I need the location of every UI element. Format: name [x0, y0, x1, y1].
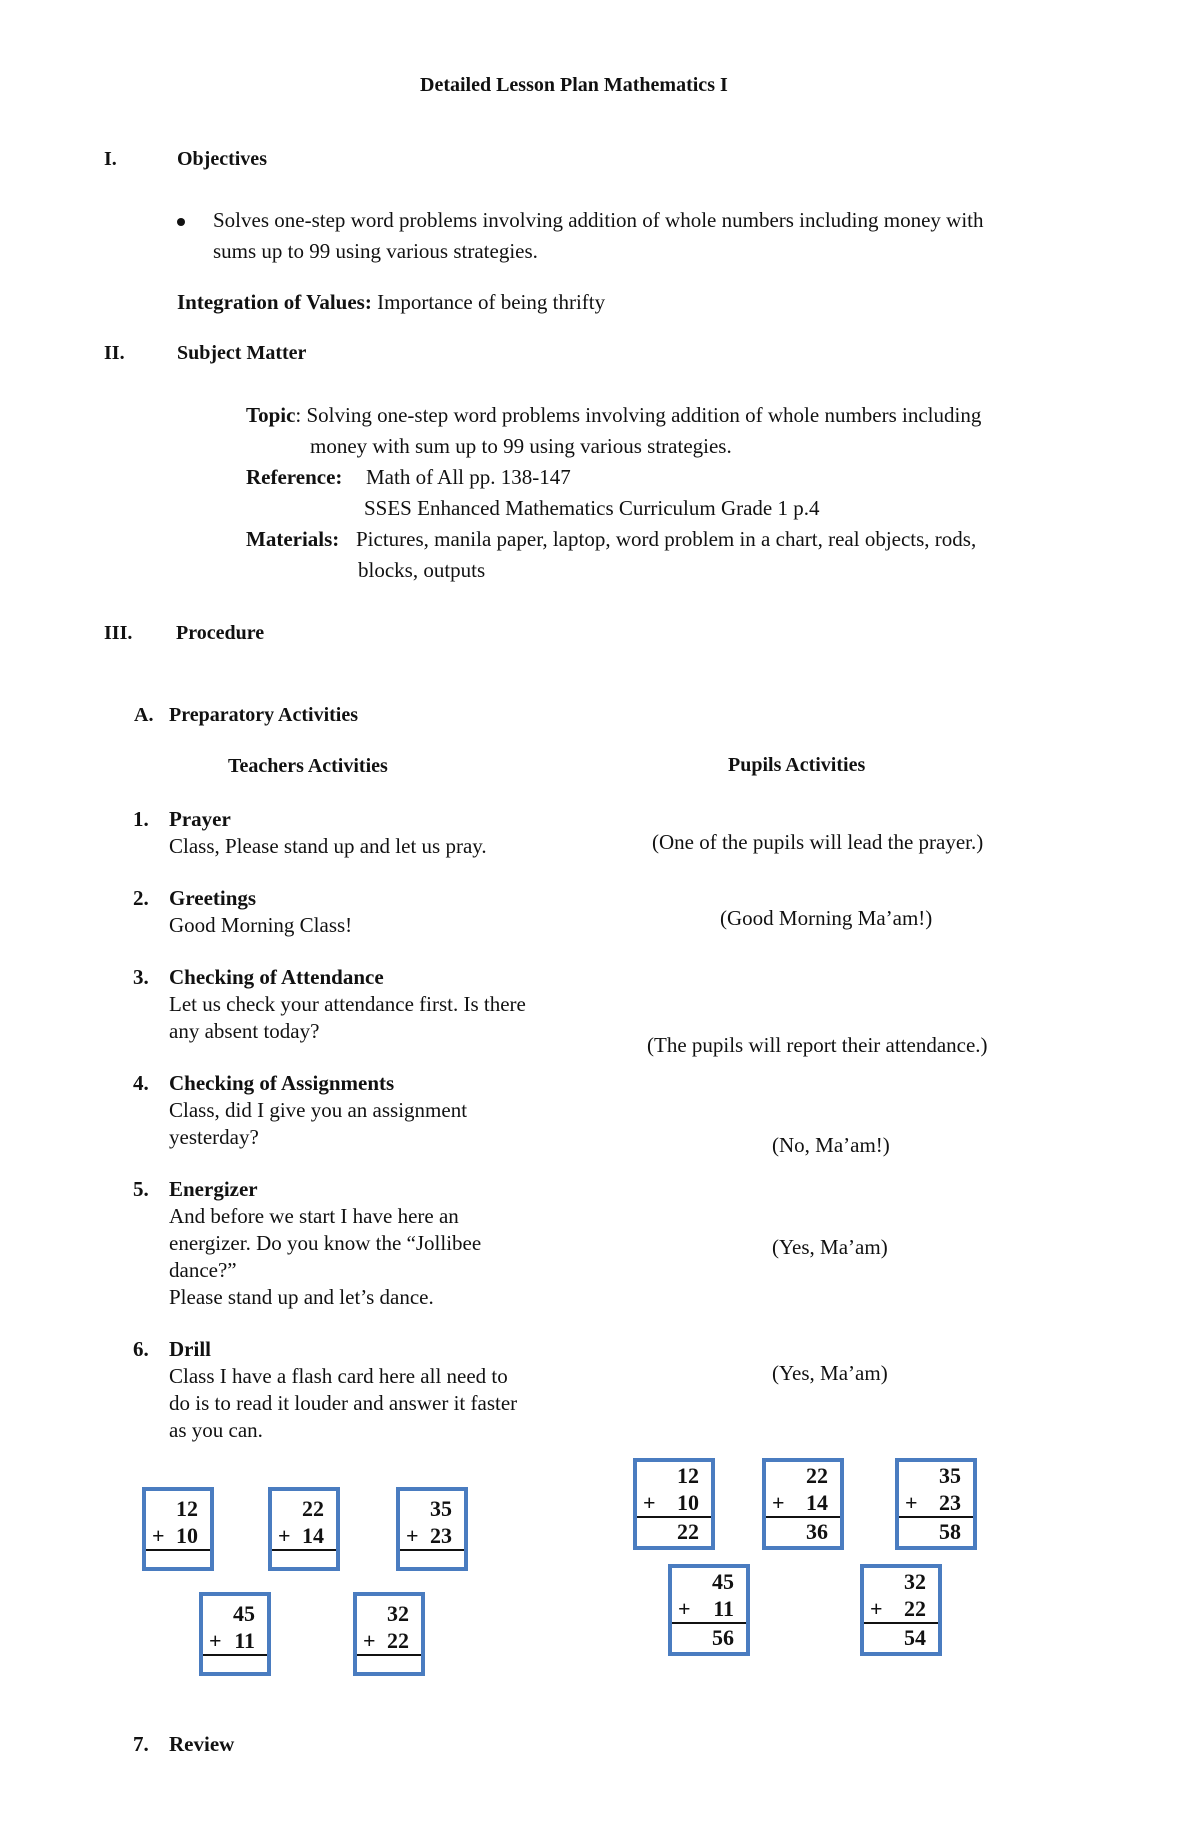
item-title: Greetings — [169, 886, 257, 910]
item-title: Drill — [169, 1337, 211, 1361]
plus-sign: + — [772, 1490, 785, 1515]
materials-text: blocks, outputs — [358, 558, 486, 582]
bullet-icon — [177, 218, 185, 226]
card-operation-row — [146, 1522, 210, 1551]
item-title: Energizer — [169, 1177, 258, 1201]
pupil-response: (Yes, Ma’am) — [772, 1361, 888, 1385]
card-top-number: 35 — [430, 1496, 452, 1521]
answer-flash-card — [633, 1458, 715, 1550]
card-bottom-number: 22 — [387, 1628, 409, 1653]
item-title: Checking of Assignments — [169, 1071, 395, 1095]
card-operation-row — [899, 1489, 973, 1518]
pupil-response: (Yes, Ma’am) — [772, 1235, 888, 1259]
section-heading: Objectives — [177, 148, 267, 170]
item-title: Review — [169, 1732, 235, 1756]
section-number: II. — [104, 342, 125, 364]
item-title: Checking of Attendance — [169, 965, 384, 989]
subsection-letter: A. — [134, 704, 154, 726]
flash-card — [396, 1487, 468, 1571]
card-operation-row — [766, 1489, 840, 1518]
reference-text: Math of All pp. 138-147 — [366, 465, 571, 489]
card-top-number: 12 — [176, 1496, 198, 1521]
plus-sign: + — [363, 1628, 376, 1653]
teacher-line: any absent today? — [169, 1019, 320, 1043]
teacher-line: Class, Please stand up and let us pray. — [169, 834, 487, 858]
flash-card — [353, 1592, 425, 1676]
card-bottom-number: 22 — [904, 1596, 926, 1621]
card-operation-row — [637, 1489, 711, 1518]
card-top-number: 32 — [904, 1569, 926, 1594]
card-answer: 56 — [712, 1625, 734, 1650]
integration-label: Integration of Values: — [177, 290, 372, 314]
document-title: Detailed Lesson Plan Mathematics I — [420, 74, 728, 96]
teacher-line: Class I have a flash card here all need to — [169, 1364, 508, 1388]
integration-value: Importance of being thrifty — [377, 290, 606, 314]
teacher-line: dance?” — [169, 1258, 237, 1282]
item-number: 1. — [133, 807, 149, 831]
pupil-response: (Good Morning Ma’am!) — [720, 906, 933, 930]
plus-sign: + — [406, 1523, 419, 1548]
card-operation-row — [864, 1595, 938, 1624]
objective-text: sums up to 99 using various strategies. — [213, 239, 538, 263]
card-answer: 36 — [806, 1519, 828, 1544]
teacher-activities-header: Teachers Activities — [228, 755, 388, 777]
subsection-title: Preparatory Activities — [169, 704, 359, 726]
card-top-number: 32 — [387, 1601, 409, 1626]
card-top-number: 35 — [939, 1463, 961, 1488]
pupil-activities-header: Pupils Activities — [728, 754, 866, 776]
card-top-number: 12 — [677, 1463, 699, 1488]
answer-flash-card — [860, 1564, 942, 1656]
reference-label: Reference: — [246, 465, 343, 489]
plus-sign: + — [678, 1596, 691, 1621]
card-top-number: 22 — [302, 1496, 324, 1521]
materials-text: Pictures, manila paper, laptop, word problem in a chart, real objects, rods, — [356, 527, 977, 551]
plus-sign: + — [209, 1628, 222, 1653]
flash-card — [268, 1487, 340, 1571]
plus-sign: + — [152, 1523, 165, 1548]
teacher-line: Good Morning Class! — [169, 913, 353, 937]
item-number: 2. — [133, 886, 149, 910]
card-answer: 54 — [904, 1625, 926, 1650]
card-bottom-number: 14 — [806, 1490, 828, 1515]
flash-card — [199, 1592, 271, 1676]
item-number: 3. — [133, 965, 149, 989]
section-number: III. — [104, 622, 133, 644]
plus-sign: + — [278, 1523, 291, 1548]
card-top-number: 45 — [712, 1569, 734, 1594]
card-bottom-number: 10 — [176, 1523, 198, 1548]
card-operation-row — [272, 1522, 336, 1551]
objective-text: Solves one-step word problems involving addition of whole numbers including money with — [213, 208, 984, 232]
teacher-line: energizer. Do you know the “Jollibee — [169, 1231, 482, 1255]
section-heading: Subject Matter — [177, 342, 307, 364]
flash-card — [142, 1487, 214, 1571]
card-top-number: 45 — [233, 1601, 255, 1626]
card-answer: 58 — [939, 1519, 961, 1544]
section-number: I. — [104, 148, 117, 170]
pupil-response: (The pupils will report their attendance.) — [647, 1033, 988, 1057]
card-top-number: 22 — [806, 1463, 828, 1488]
plus-sign: + — [643, 1490, 656, 1515]
answer-flash-card — [762, 1458, 844, 1550]
answer-flash-card — [668, 1564, 750, 1656]
item-number: 7. — [133, 1732, 149, 1756]
card-bottom-number: 10 — [677, 1490, 699, 1515]
teacher-line: yesterday? — [169, 1125, 259, 1149]
plus-sign: + — [905, 1490, 918, 1515]
card-operation-row — [400, 1522, 464, 1551]
section-heading: Procedure — [176, 622, 265, 644]
teacher-line: Class, did I give you an assignment — [169, 1098, 468, 1122]
item-number: 6. — [133, 1337, 149, 1361]
card-operation-row — [357, 1627, 421, 1656]
pupil-response: (One of the pupils will lead the prayer.) — [652, 830, 984, 854]
card-bottom-number: 23 — [939, 1490, 961, 1515]
teacher-line: And before we start I have here an — [169, 1204, 459, 1228]
topic-label: Topic — [246, 403, 296, 427]
reference-text: SSES Enhanced Mathematics Curriculum Grade 1 p.4 — [364, 496, 820, 520]
topic-text: : Solving one-step word problems involving addition of whole numbers including — [295, 403, 982, 427]
topic-line — [246, 402, 981, 429]
teacher-line: Please stand up and let’s dance. — [169, 1285, 434, 1309]
teacher-line: as you can. — [169, 1418, 263, 1442]
pupil-response: (No, Ma’am!) — [772, 1133, 890, 1157]
card-bottom-number: 14 — [302, 1523, 324, 1548]
card-answer: 22 — [677, 1519, 699, 1544]
answer-flash-card — [895, 1458, 977, 1550]
topic-text: money with sum up to 99 using various strategies. — [310, 434, 732, 458]
materials-label: Materials: — [246, 527, 340, 551]
teacher-line: Let us check your attendance first. Is there — [169, 992, 526, 1016]
teacher-line: do is to read it louder and answer it faster — [169, 1391, 518, 1415]
item-number: 4. — [133, 1071, 149, 1095]
plus-sign: + — [870, 1596, 883, 1621]
card-bottom-number: 23 — [430, 1523, 452, 1548]
card-bottom-number: 11 — [234, 1628, 255, 1653]
item-title: Prayer — [169, 807, 231, 831]
card-operation-row — [672, 1595, 746, 1624]
card-operation-row — [203, 1627, 267, 1656]
item-number: 5. — [133, 1177, 149, 1201]
integration-line — [177, 289, 605, 316]
card-bottom-number: 11 — [713, 1596, 734, 1621]
